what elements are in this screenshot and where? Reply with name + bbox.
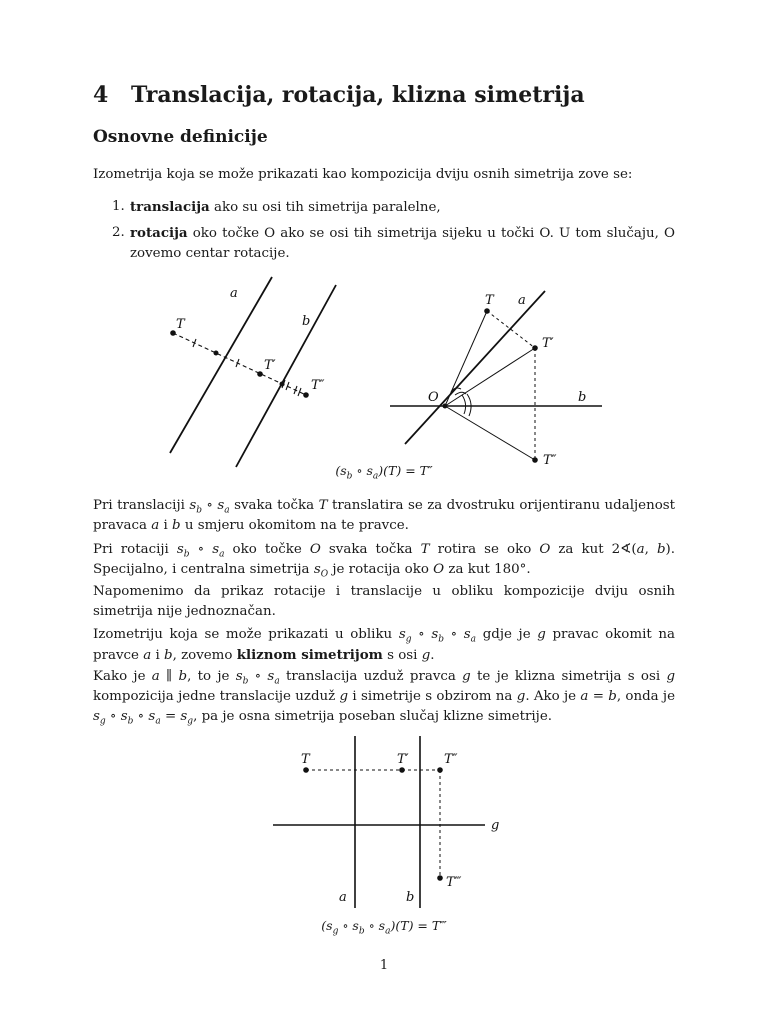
label-T1-left: T′ [264, 358, 276, 373]
label-b-left: b [302, 314, 311, 329]
list-item-1-term: translacija [130, 199, 210, 215]
label-a-right: a [518, 293, 526, 308]
list-item-2-number: 2. [112, 225, 125, 240]
intersection-point [214, 351, 219, 356]
list-item-2 [130, 223, 675, 264]
label-a-left: a [230, 286, 238, 301]
paragraph-glide-remark: Kako je a ∥ b, to je $s_b$ ∘ $s_a$ translacija uzduž pravca g te je klizna simetrija s osi g kompozicija jedne translacije uzduž g i simetrije s obzirom na g. Ako je a = b, onda je $s_g$ ∘ $s_b$ ∘ $s_a = s_g$, pa je osna simetrija poseban slučaj klizne simetrije. [93, 669, 676, 727]
point-O [443, 404, 448, 409]
label-T1: T′ [397, 752, 409, 767]
angle-arc [462, 395, 466, 414]
point-T-right [484, 308, 490, 314]
section-title: Translacija, rotacija, klizna simetrija [131, 82, 585, 108]
intersection-point [280, 382, 285, 387]
line-a-left [170, 277, 272, 453]
label-T-left: T [176, 317, 185, 332]
list-item-2-term: rotacija [130, 225, 188, 241]
label-b: b [406, 890, 415, 905]
point-T-left [170, 330, 176, 336]
point-T1 [399, 767, 405, 773]
label-g: g [491, 818, 500, 833]
label-T3: T‴ [446, 875, 462, 890]
perpendicular-dashed [173, 333, 306, 395]
figure-1-caption: ($s_b$ ∘ $s_a)(T) = T''$ [335, 463, 433, 482]
figure-glide-reflection [270, 730, 510, 915]
label-T2-left: T″ [311, 378, 325, 393]
label-a: a [339, 890, 347, 905]
point-T1-right [532, 345, 538, 351]
label-T2-right: T″ [543, 453, 557, 468]
segment-OT2 [445, 406, 535, 460]
label-T: T [301, 752, 310, 767]
label-O: O [428, 390, 439, 405]
subsection-title: Osnovne definicije [93, 127, 268, 147]
list-item-2-text: oko točke O ako se osi tih simetrija sijeku u točki O. U tom slučaju, O zovemo centar rotacije. [130, 226, 675, 261]
intro-paragraph: Izometrija koja se može prikazati kao kompozicija dviju osnih simetrija zove se: [93, 167, 633, 182]
point-T2 [437, 767, 443, 773]
paragraph-translation: Pri translaciji $s_b$ ∘ $s_a$ svaka točka T translatira se za dvostruku orijentiranu udaljenost pravaca a i b u smjeru okomitom na te pravce. [93, 498, 676, 533]
paragraph-glide-definition: Izometriju koja se može prikazati u obliku $s_g$ ∘ $s_b$ ∘ $s_a$ gdje je g pravac okomit na pravce a i b, zovemo kliznom simetrijom s osi g. [93, 627, 675, 663]
dashed-T-T1 [487, 311, 535, 348]
list-item-1-text: ako su osi tih simetrija paralelne, [209, 200, 441, 215]
label-b-right: b [578, 390, 587, 405]
point-T2-right [532, 457, 538, 463]
section-heading [93, 82, 585, 108]
paragraph-rotation: Pri rotaciji $s_b$ ∘ $s_a$ oko točke O svaka točka T rotira se oko O za kut 2∢(a, b). Specijalno, i centralna simetrija $s_O$ je rotacija oko O za kut 180°. [93, 542, 675, 580]
paragraph-remark: Napomenimo da prikaz rotacije i translacije u obliku kompozicije dviju osnih simetrija nije jednoznačan. [93, 584, 675, 619]
point-T [303, 767, 309, 773]
label-T-right: T [485, 293, 494, 308]
tick-mark [286, 382, 289, 390]
point-T1-left [257, 371, 263, 377]
point-T2-left [303, 392, 309, 398]
angle-arc [467, 394, 471, 416]
figure-translation-rotation [150, 270, 620, 470]
point-T3 [437, 875, 443, 881]
line-a-right [405, 291, 545, 444]
page-number: 1 [379, 958, 389, 973]
label-T2: T″ [444, 752, 458, 767]
segment-OT1 [445, 348, 535, 406]
figure-2-caption: ($s_g$ ∘ $s_b$ ∘ $s_a)(T)$ = T‴ [321, 918, 447, 937]
label-T1-right: T′ [542, 336, 554, 351]
list-item-1-number: 1. [112, 199, 125, 214]
list-item-1 [130, 197, 675, 218]
section-number: 4 [93, 82, 109, 108]
